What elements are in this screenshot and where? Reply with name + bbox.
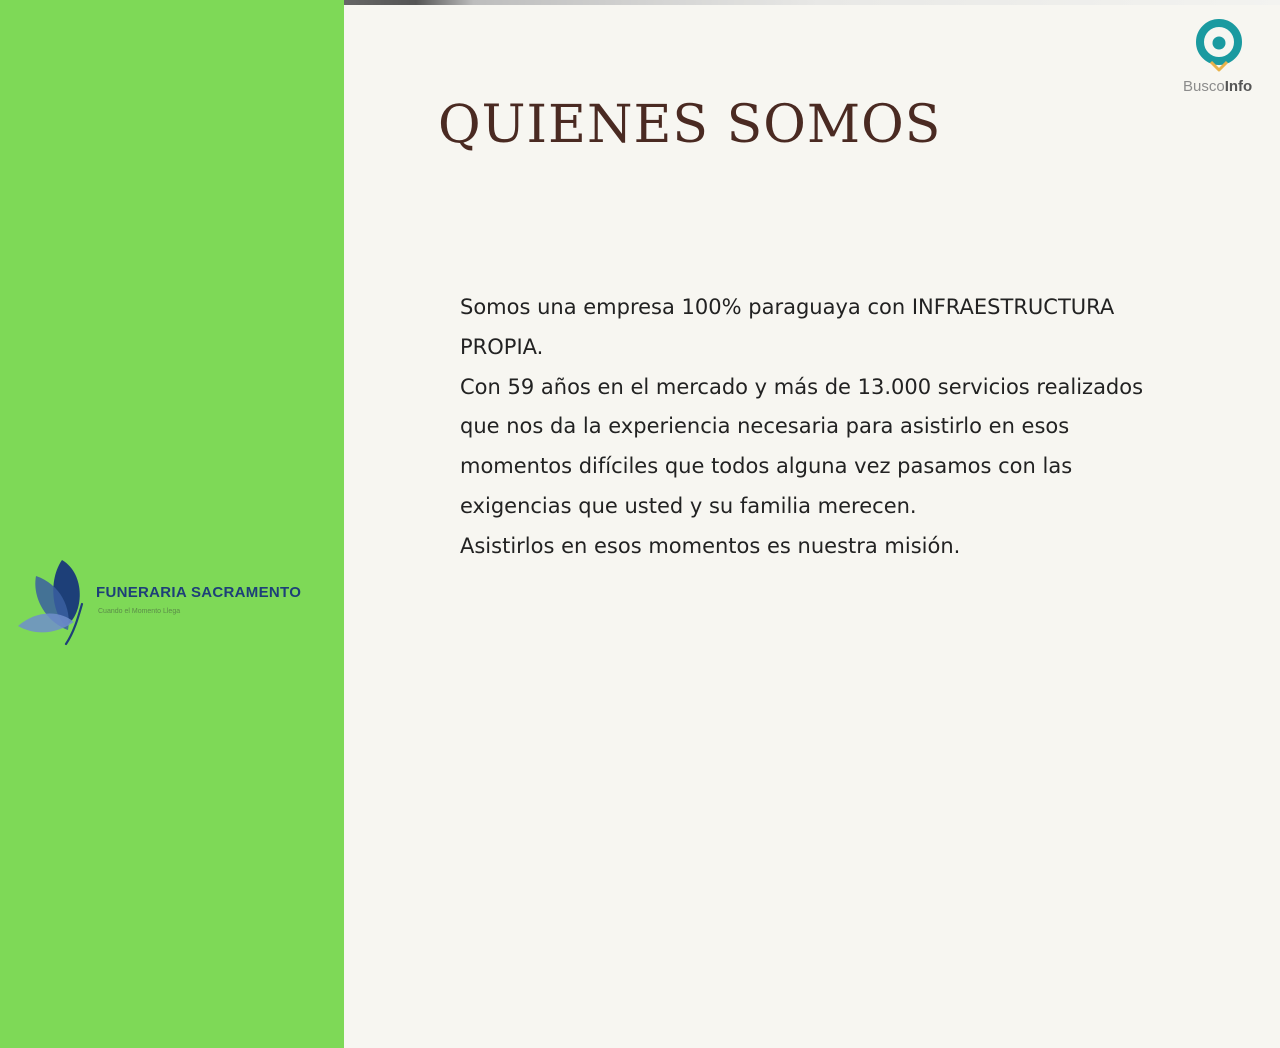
buscoinfo-suffix: Info	[1224, 78, 1253, 95]
brand-tagline: Cuando el Momento Llega	[98, 608, 181, 615]
about-paragraph-3: Asistirlos en esos momentos es nuestra misión.	[460, 533, 961, 558]
page-title: QUIENES SOMOS	[438, 95, 942, 155]
brand-name: FUNERARIA SACRAMENTO	[96, 584, 302, 601]
buscoinfo-prefix: Busco	[1183, 78, 1225, 95]
about-text	[460, 288, 1150, 567]
sidebar-panel	[0, 0, 344, 1048]
butterfly-logo-icon	[16, 556, 96, 648]
about-paragraph-2: Con 59 años en el mercado y más de 13.000 servicios realizados que nos da la experiencia necesaria para asistirlo en esos momentos difíciles que todos alguna vez pasamos con las exigencias que usted y su familia merecen.	[460, 374, 1144, 518]
about-paragraph-1: Somos una empresa 100% paraguaya con INFRAESTRUCTURA PROPIA.	[460, 295, 1115, 359]
map-pin-icon	[1195, 18, 1243, 74]
buscoinfo-watermark	[1176, 18, 1262, 102]
brand-logo[interactable]	[16, 556, 316, 648]
buscoinfo-label	[1183, 78, 1252, 95]
